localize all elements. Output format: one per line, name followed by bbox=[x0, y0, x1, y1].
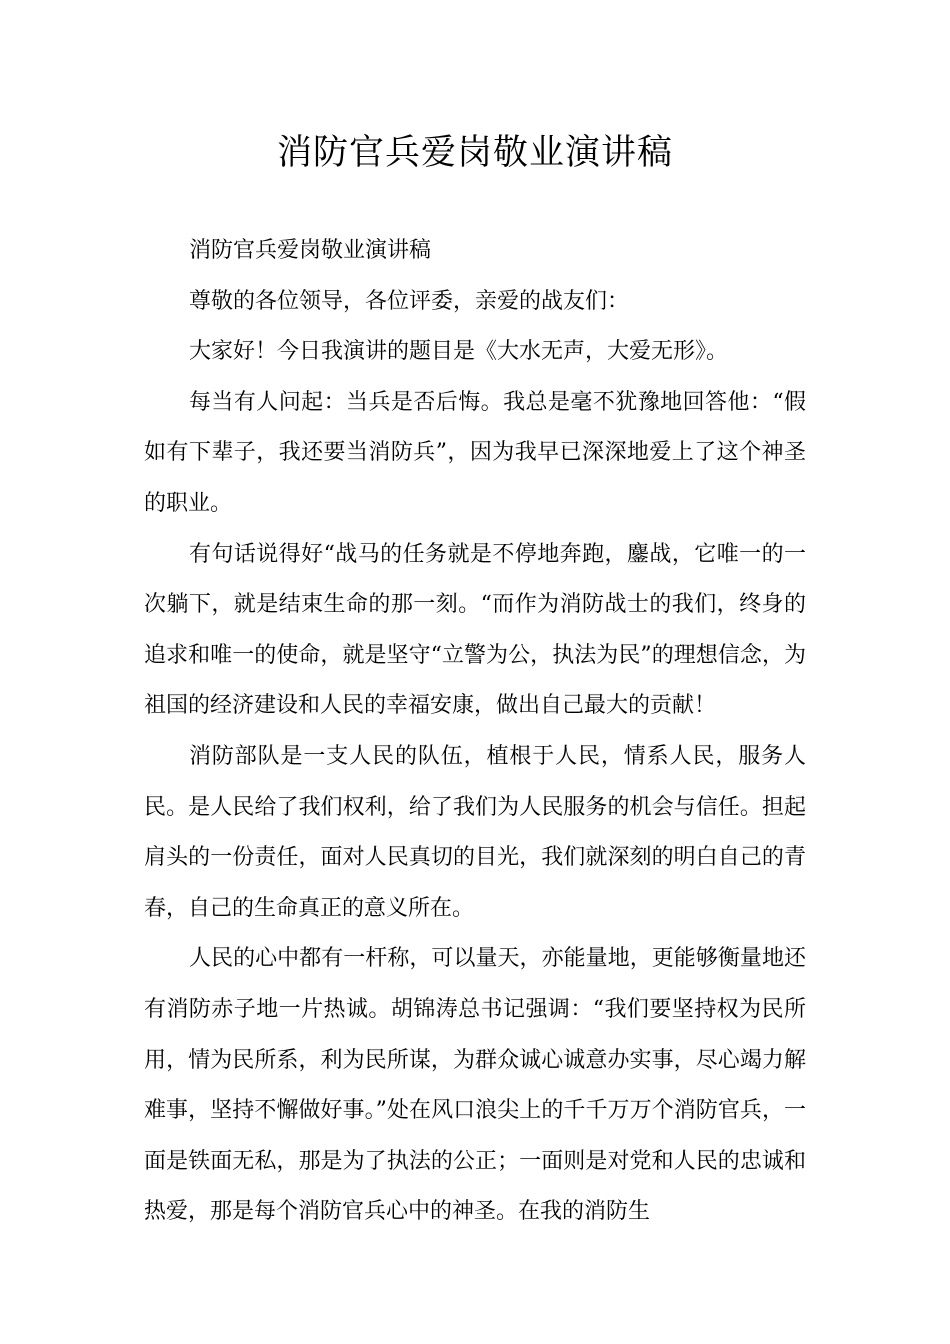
document-body bbox=[144, 226, 806, 1238]
paragraph-salutation: 尊敬的各位领导，各位评委，亲爱的战友们： bbox=[189, 288, 630, 314]
paragraph: 消防部队是一支人民的队伍，植根于人民，情系人民，服务人民。是人民给了我们权利，给了我们为人民服务的机会与信任。担起肩头的一份责任，面对人民真切的目光，我们就深刻的明白自己的青春，自己的生命真正的意义所在。 bbox=[144, 743, 806, 921]
paragraph: 有句话说得好“战马的任务就是不停地奔跑，鏖战，它唯一的一次躺下，就是结束生命的那一刻。“而作为消防战士的我们，终身的追求和唯一的使命，就是坚守“立警为公，执法为民”的理想信念，为祖国的经济建设和人民的幸福安康，做出自己最大的贡献！ bbox=[144, 541, 806, 719]
document-title: 消防官兵爱岗敬业演讲稿 bbox=[276, 133, 673, 173]
paragraph: 每当有人问起：当兵是否后悔。我总是毫不犹豫地回答他：“假如有下辈子，我还要当消防兵”，因为我早已深深地爱上了这个神圣的职业。 bbox=[144, 389, 806, 516]
paragraph-heading: 消防官兵爱岗敬业演讲稿 bbox=[189, 238, 432, 263]
paragraph-greeting: 大家好！今日我演讲的题目是《大水无声，大爱无形》。 bbox=[189, 339, 729, 365]
paragraph: 人民的心中都有一杆称，可以量天，亦能量地，更能够衡量地还有消防赤子地一片热诚。胡锦涛总书记强调：“我们要坚持权为民所用，情为民所系，利为民所谋，为群众诚心诚意办实事，尽心竭力解难事，坚持不懈做好事。”处在风口浪尖上的千千万万个消防官兵，一面是铁面无私，那是为了执法的公正；一面则是对党和人民的忠诚和热爱，那是每个消防官兵心中的神圣。在我的消防生 bbox=[144, 946, 806, 1225]
